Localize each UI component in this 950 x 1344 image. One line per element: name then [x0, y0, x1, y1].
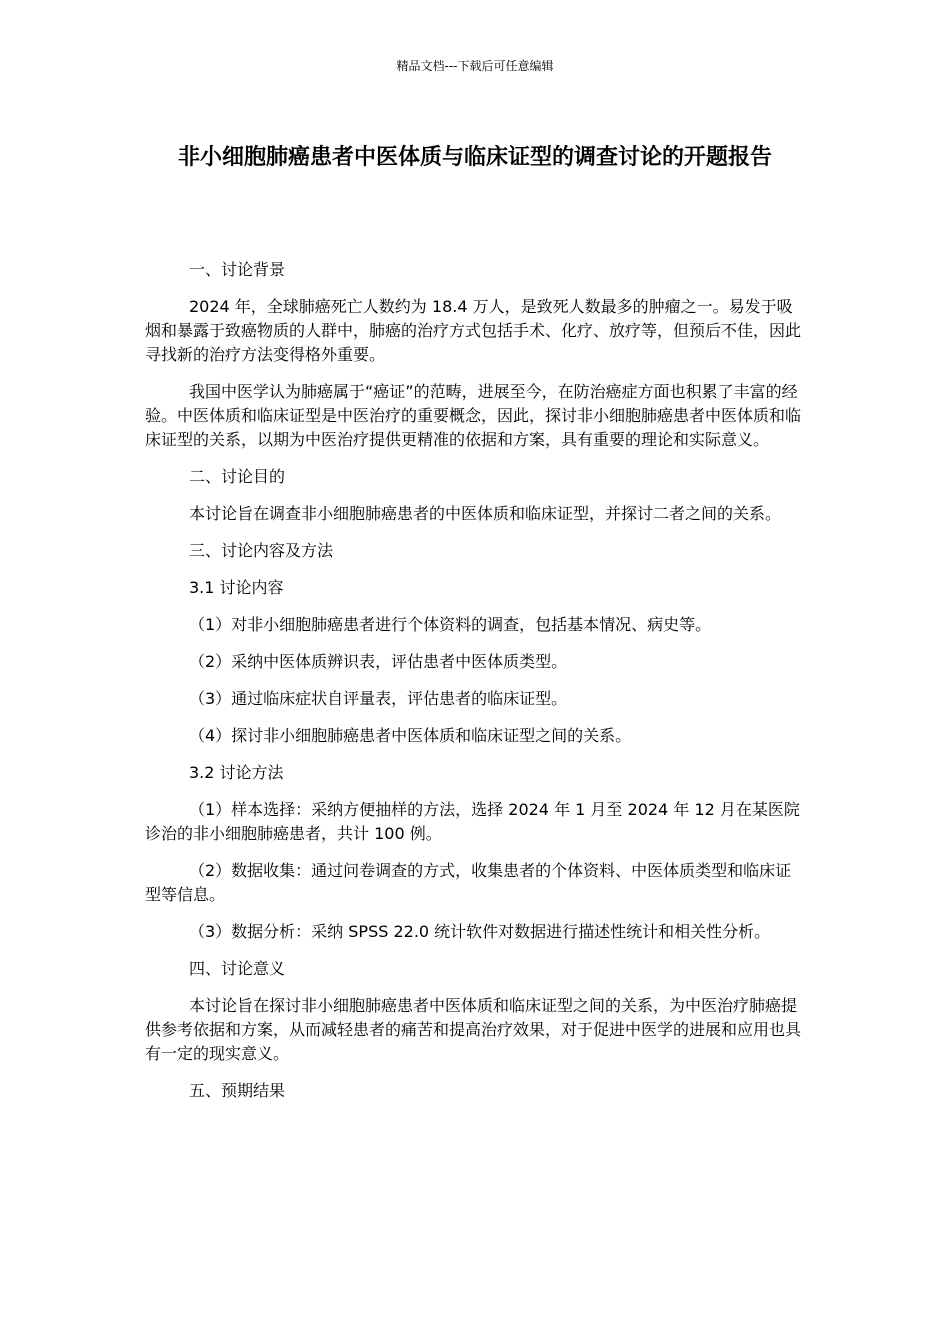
- method-item-1: （1）样本选择：采纳方便抽样的方法，选择 2024 年 1 月至 2024 年 12 月在某医院诊治的非小细胞肺癌患者，共计 100 例。: [145, 800, 800, 843]
- paragraph-purpose: 本讨论旨在调查非小细胞肺癌患者的中医体质和临床证型，并探讨二者之间的关系。: [189, 504, 782, 523]
- method-item-3: （3）数据分析：采纳 SPSS 22.0 统计软件对数据进行描述性统计和相关性分析。: [189, 922, 771, 941]
- header-note: 精品文档---下载后可任意编辑: [396, 59, 554, 73]
- paragraph-background-1: 2024 年，全球肺癌死亡人数约为 18.4 万人，是致死人数最多的肿瘤之一。易发于吸烟和暴露于致癌物质的人群中，肺癌的治疗方式包括手术、化疗、放疗等，但预后不佳，因此寻找新的治疗方法变得格外重要。: [145, 297, 802, 364]
- content-item-2: （2）采纳中医体质辨识表，评估患者中医体质类型。: [189, 652, 568, 671]
- section-heading-purpose: 二、讨论目的: [189, 467, 286, 486]
- section-heading-content-method: 三、讨论内容及方法: [189, 541, 334, 560]
- section-heading-significance: 四、讨论意义: [189, 959, 286, 978]
- content-item-3: （3）通过临床症状自评量表，评估患者的临床证型。: [189, 689, 568, 708]
- content-item-4: （4）探讨非小细胞肺癌患者中医体质和临床证型之间的关系。: [189, 726, 632, 745]
- content-item-1: （1）对非小细胞肺癌患者进行个体资料的调查，包括基本情况、病史等。: [189, 615, 712, 634]
- section-heading-background: 一、讨论背景: [189, 260, 286, 279]
- section-heading-expected-results: 五、预期结果: [189, 1081, 286, 1100]
- paragraph-significance: 本讨论旨在探讨非小细胞肺癌患者中医体质和临床证型之间的关系，为中医治疗肺癌提供参考依据和方案，从而减轻患者的痛苦和提高治疗效果，对于促进中医学的进展和应用也具有一定的现实意义。: [145, 996, 802, 1063]
- document-body: [145, 258, 805, 1116]
- method-item-2: （2）数据收集：通过问卷调查的方式，收集患者的个体资料、中医体质类型和临床证型等信息。: [145, 861, 792, 904]
- document-title: 非小细胞肺癌患者中医体质与临床证型的调查讨论的开题报告: [177, 145, 772, 170]
- subheading-method: 3.2 讨论方法: [189, 763, 284, 782]
- paragraph-background-2: 我国中医学认为肺癌属于“癌证”的范畴，进展至今，在防治癌症方面也积累了丰富的经验。中医体质和临床证型是中医治疗的重要概念，因此，探讨非小细胞肺癌患者中医体质和临床证型的关系，以期为中医治疗提供更精准的依据和方案，具有重要的理论和实际意义。: [145, 382, 802, 449]
- subheading-content: 3.1 讨论内容: [189, 578, 284, 597]
